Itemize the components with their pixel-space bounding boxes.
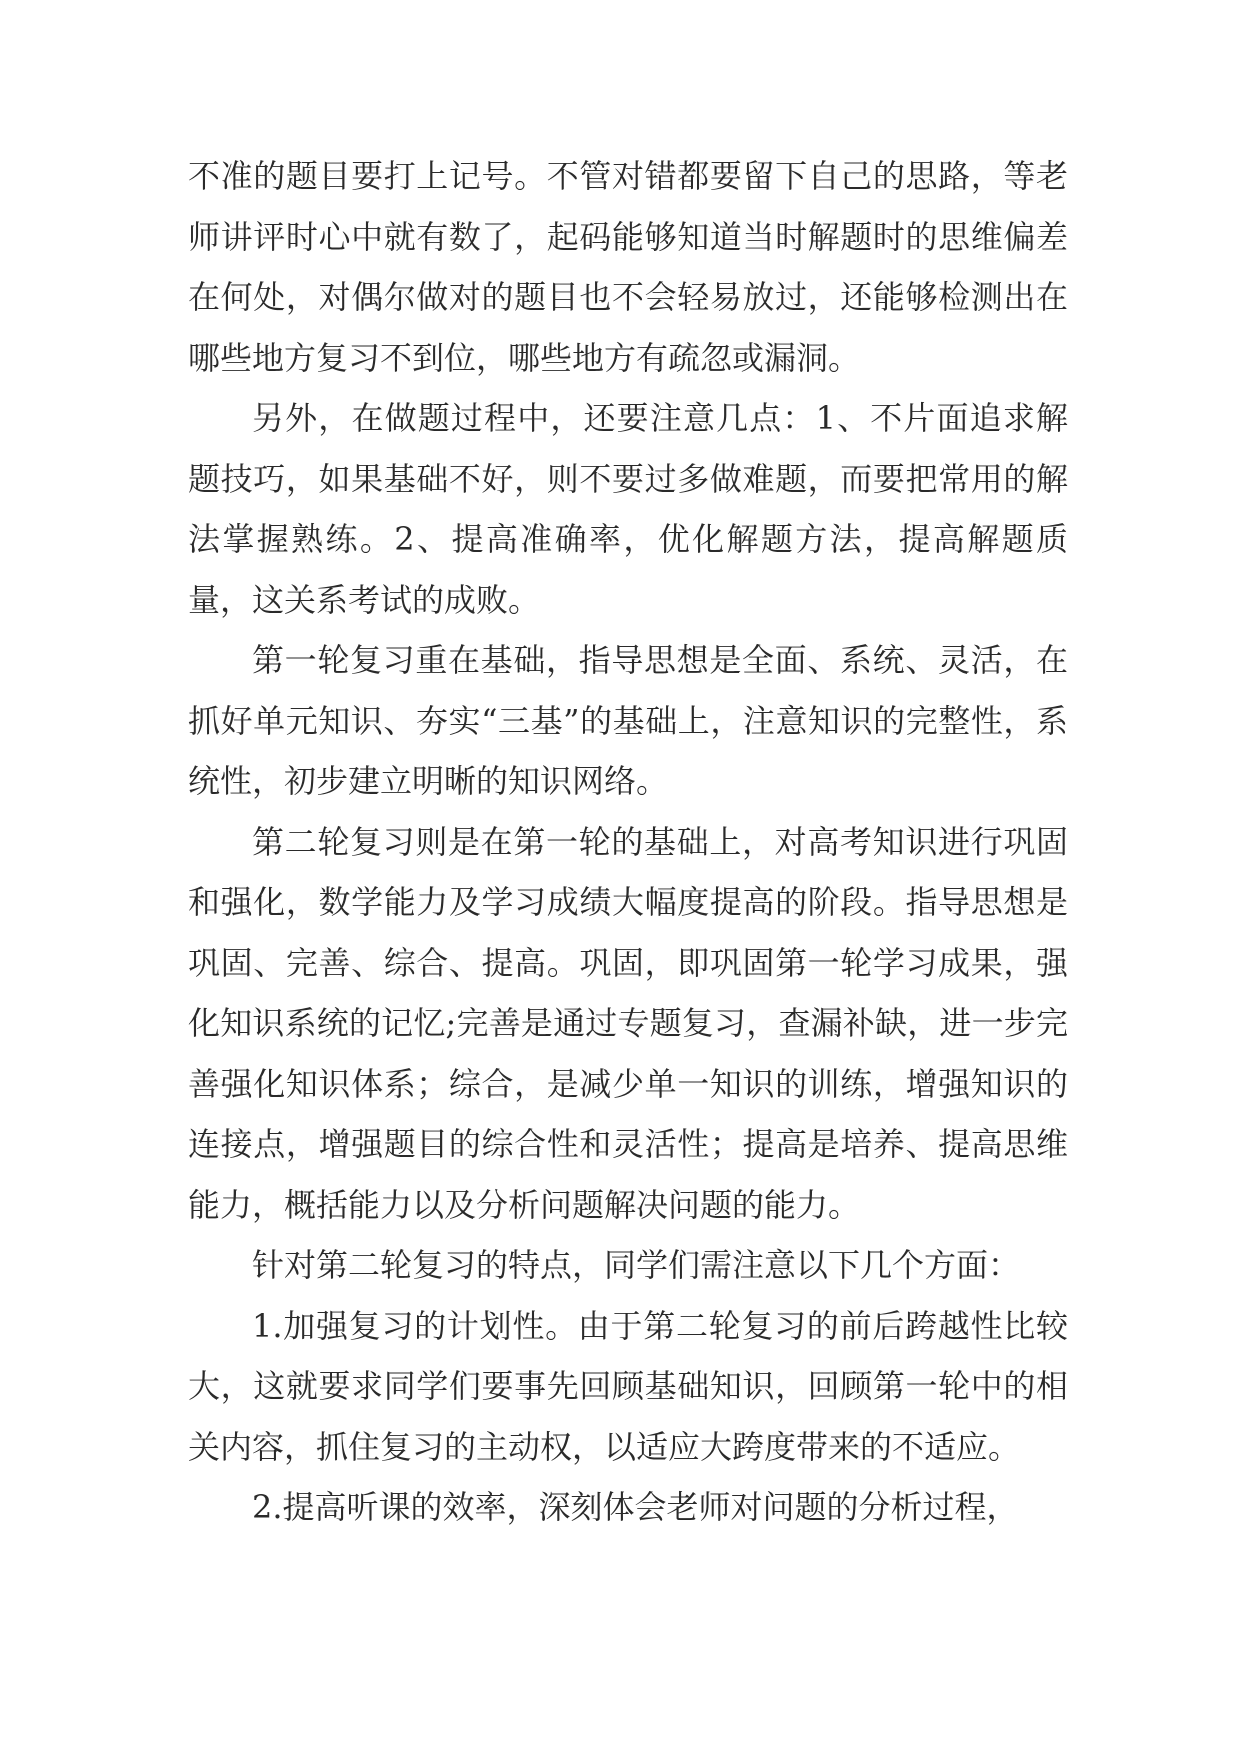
paragraph-first-round-review: 第一轮复习重在基础，指导思想是全面、系统、灵活，在抓好单元知识、夯实“三基”的基础上，注意知识的完整性，系统性，初步建立明晰的知识网络。 xyxy=(188,641,1068,800)
document-page xyxy=(188,146,1068,1538)
paragraph-second-round-points: 针对第二轮复习的特点，同学们需注意以下几个方面： xyxy=(252,1246,1021,1284)
paragraph-point-1: 1.加强复习的计划性。由于第二轮复习的前后跨越性比较大，这就要求同学们要事先回顾基础知识，回顾第一轮中的相关内容，抓住复习的主动权，以适应大跨度带来的不适应。 xyxy=(188,1306,1068,1466)
paragraph-second-round-review: 第二轮复习则是在第一轮的基础上，对高考知识进行巩固和强化，数学能力及学习成绩大幅度提高的阶段。指导思想是巩固、完善、综合、提高。巩固，即巩固第一轮学习成果，强化知识系统的记忆;完善是通过专题复习，查漏补缺，进一步完善强化知识体系；综合，是减少单一知识的训练，增强知识的连接点，增强题目的综合性和灵活性；提高是培养、提高思维能力，概括能力以及分析问题解决问题的能力。 xyxy=(188,822,1068,1224)
paragraph-point-2: 2.提高听课的效率，深刻体会老师对问题的分析过程， xyxy=(252,1488,1019,1526)
paragraph-problem-solving-notes: 另外，在做题过程中，还要注意几点：1、不片面追求解题技巧，如果基础不好，则不要过多做难题，而要把常用的解法掌握熟练。2、提高准确率，优化解题方法，提高解题质量，这关系考试的成败。 xyxy=(188,399,1068,619)
paragraph-continued: 不准的题目要打上记号。不管对错都要留下自己的思路，等老师讲评时心中就有数了，起码能够知道当时解题时的思维偏差在何处，对偶尔做对的题目也不会轻易放过，还能够检测出在哪些地方复习不到位，哪些地方有疏忽或漏洞。 xyxy=(188,157,1068,377)
